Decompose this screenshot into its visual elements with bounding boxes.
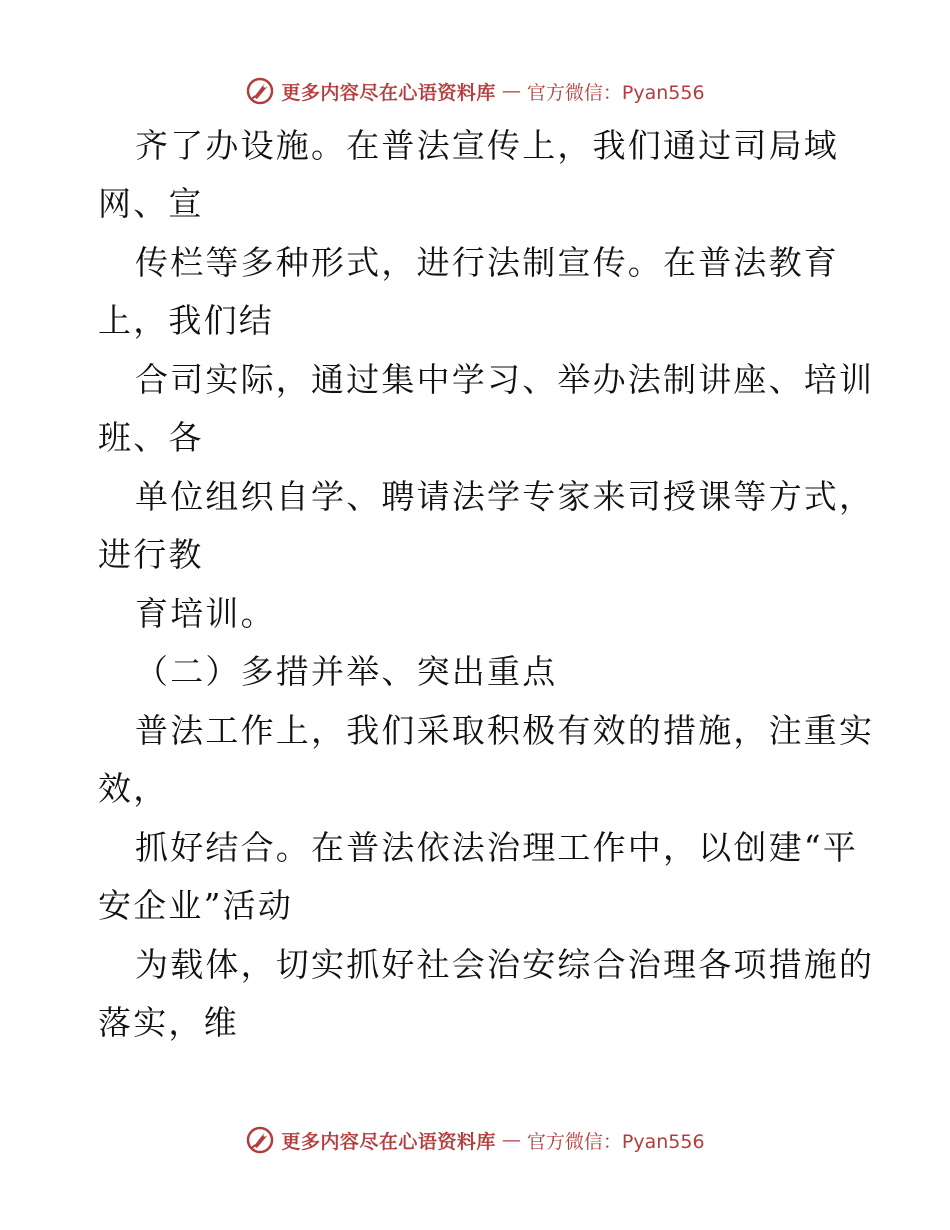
paragraph-line: 齐了办设施。在普法宣传上，我们通过司局域 [135, 126, 839, 165]
watermark-wechat-text: 官方微信：Pyan556 [526, 81, 705, 104]
paragraph-line: 普法工作上，我们采取积极有效的措施，注重实 [135, 711, 875, 750]
pen-nib-logo-icon [245, 1125, 275, 1155]
paragraph-line: 网、宣 [98, 184, 204, 223]
watermark-separator: — [501, 80, 521, 102]
paragraph-line: 为载体，切实抓好社会治安综合治理各项措施的 [135, 945, 875, 984]
section-heading: （二）多措并举、突出重点 [135, 652, 558, 691]
watermark-site-text: 更多内容尽在心语资料库 [281, 1130, 496, 1153]
paragraph-line: 班、各 [98, 418, 204, 457]
watermark-wechat-text: 官方微信：Pyan556 [526, 1130, 705, 1153]
paragraph-line: 合司实际，通过集中学习、举办法制讲座、培训 [135, 360, 875, 399]
paragraph-line: 传栏等多种形式，进行法制宣传。在普法教育 [135, 243, 839, 282]
pen-nib-logo-icon [245, 76, 275, 106]
paragraph-line: 效， [98, 769, 169, 808]
paragraph-line: 进行教 [98, 535, 204, 574]
watermark-separator: — [501, 1129, 521, 1151]
paragraph-line: 育培训。 [135, 594, 276, 633]
paragraph-line: 上，我们结 [98, 301, 274, 340]
paragraph-line: 落实，维 [98, 1003, 239, 1042]
watermark-site-text: 更多内容尽在心语资料库 [281, 81, 496, 104]
paragraph-line: 抓好结合。在普法依法治理工作中，以创建“平 [135, 828, 859, 867]
paragraph-line: 安企业”活动 [98, 886, 294, 925]
header-watermark [0, 71, 950, 111]
paragraph-line: 单位组织自学、聘请法学专家来司授课等方式， [135, 477, 875, 516]
footer-watermark [0, 1120, 950, 1160]
